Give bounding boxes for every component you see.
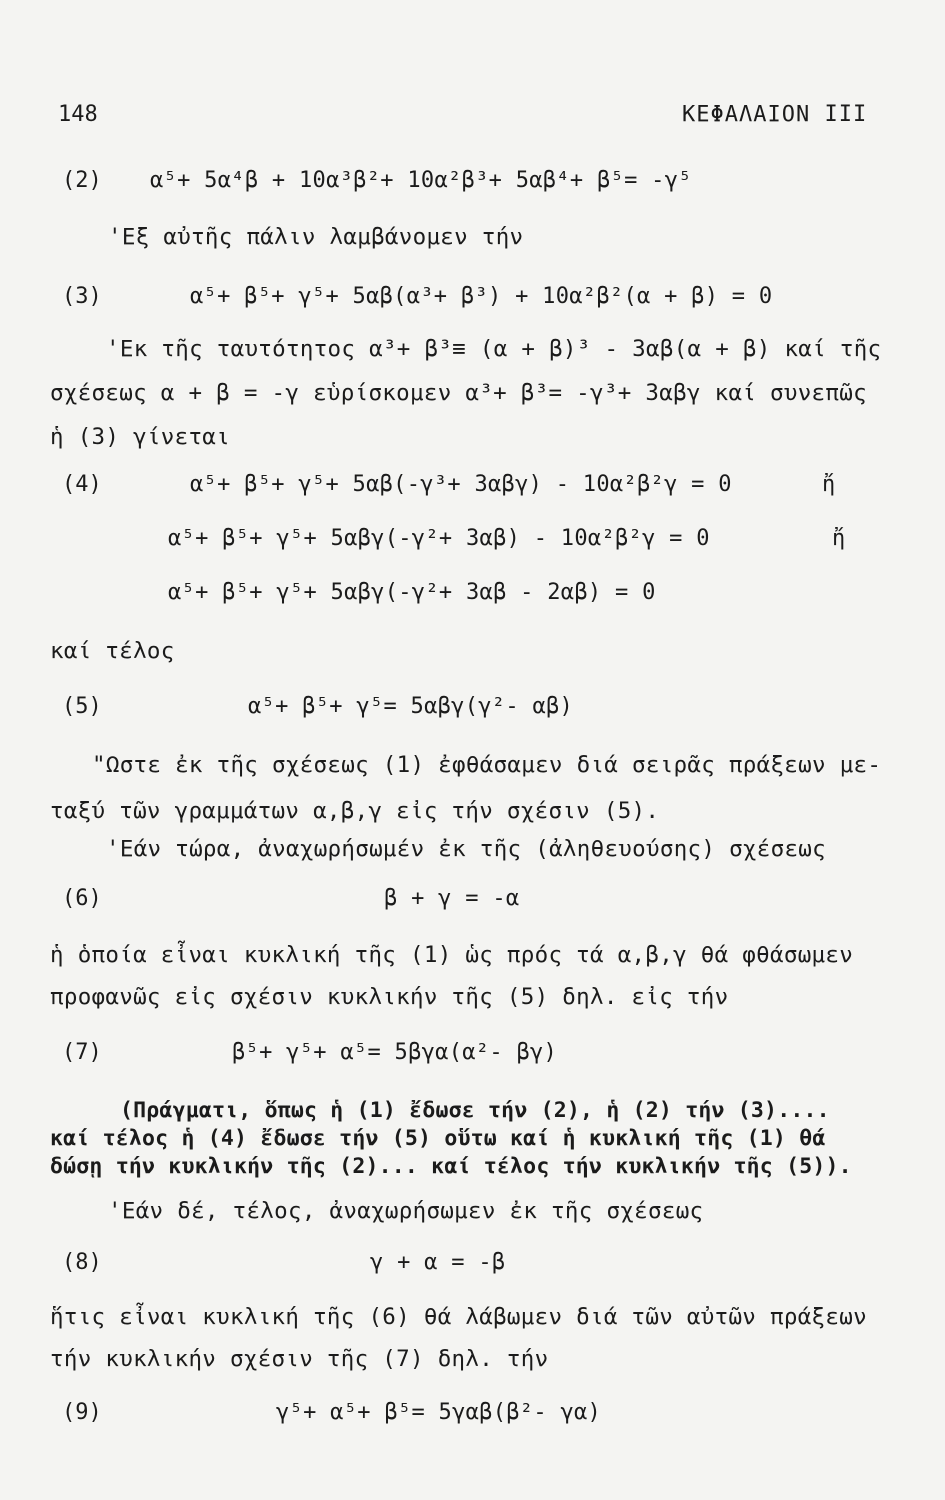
equation-3: α⁵+ β⁵+ γ⁵+ 5αβ(α³+ β³) + 10α²β²(α + β) = 0 [190, 284, 773, 309]
equation-4a: α⁵+ β⁵+ γ⁵+ 5αβ(-γ³+ 3αβγ) - 10α²β²γ = 0 [190, 472, 732, 497]
text-line: καί τέλος [50, 638, 175, 664]
note-line: (Πράγματι, ὅπως ἡ (1) ἔδωσε τήν (2), ἡ (2) τήν (3).... [120, 1098, 830, 1123]
note-line: καί τέλος ἡ (4) ἔδωσε τήν (5) οὕτω καί ἡ κυκλική τῆς (1) θά [50, 1126, 826, 1151]
equation-7: β⁵+ γ⁵+ α⁵= 5βγα(α²- βγ) [232, 1040, 558, 1065]
text-line: ταξύ τῶν γραμμάτων α,β,γ εἰς τήν σχέσιν (5). [50, 798, 660, 824]
equation-label-9: (9) [62, 1400, 102, 1425]
equation-5: α⁵+ β⁵+ γ⁵= 5αβγ(γ²- αβ) [248, 694, 574, 719]
or-word: ἤ [832, 526, 846, 551]
text-line: "Ωστε ἐκ τῆς σχέσεως (1) ἐφθάσαμεν διά σειρᾶς πράξεων με- [92, 752, 882, 778]
equation-label-5: (5) [62, 694, 102, 719]
text-line: σχέσεως α + β = -γ εὑρίσκομεν α³+ β³= -γ³+ 3αβγ καί συνεπῶς [50, 380, 867, 406]
equation-label-7: (7) [62, 1040, 102, 1065]
equation-label-6: (6) [62, 886, 102, 911]
text-line: προφανῶς εἰς σχέσιν κυκλικήν τῆς (5) δηλ. εἰς τήν [50, 984, 729, 1010]
text-line: ἡ ὁποία εἶναι κυκλική τῆς (1) ὡς πρός τά α,β,γ θά φθάσωμεν [50, 942, 854, 968]
text-line: 'Εάν δέ, τέλος, ἀναχωρήσωμεν ἐκ τῆς σχέσεως [108, 1198, 704, 1224]
text-line: 'Εξ αὐτῆς πάλιν λαμβάνομεν τήν [108, 224, 524, 250]
text-line: ἥτις εἶναι κυκλική τῆς (6) θά λάβωμεν διά τῶν αὐτῶν πράξεων [50, 1304, 867, 1330]
equation-label-3: (3) [62, 284, 102, 309]
text-line: ἡ (3) γίνεται [50, 424, 230, 450]
page-number: 148 [58, 102, 98, 127]
equation-4b: α⁵+ β⁵+ γ⁵+ 5αβγ(-γ²+ 3αβ) - 10α²β²γ = 0 [168, 526, 710, 551]
note-line: δώσῃ τήν κυκλικήν τῆς (2)... καί τέλος τήν κυκλικήν τῆς (5)). [50, 1154, 852, 1179]
chapter-title: ΚΕΦΑΛΑΙΟΝ III [682, 102, 868, 127]
text-line: 'Εκ τῆς ταυτότητος α³+ β³≡ (α + β)³ - 3αβ(α + β) καί τῆς [106, 336, 882, 362]
equation-label-2: (2) [62, 168, 102, 193]
equation-4c: α⁵+ β⁵+ γ⁵+ 5αβγ(-γ²+ 3αβ - 2αβ) = 0 [168, 580, 656, 605]
equation-8: γ + α = -β [370, 1250, 506, 1275]
equation-label-8: (8) [62, 1250, 102, 1275]
equation-9: γ⁵+ α⁵+ β⁵= 5γαβ(β²- γα) [276, 1400, 602, 1425]
equation-2: α⁵+ 5α⁴β + 10α³β²+ 10α²β³+ 5αβ⁴+ β⁵= -γ⁵ [150, 168, 692, 193]
equation-6: β + γ = -α [384, 886, 520, 911]
text-line: τήν κυκλικήν σχέσιν τῆς (7) δηλ. τήν [50, 1346, 549, 1372]
text-line: 'Εάν τώρα, ἀναχωρήσωμέν ἐκ τῆς (ἀληθευούσης) σχέσεως [106, 836, 826, 862]
or-word: ἤ [822, 472, 836, 497]
equation-label-4: (4) [62, 472, 102, 497]
